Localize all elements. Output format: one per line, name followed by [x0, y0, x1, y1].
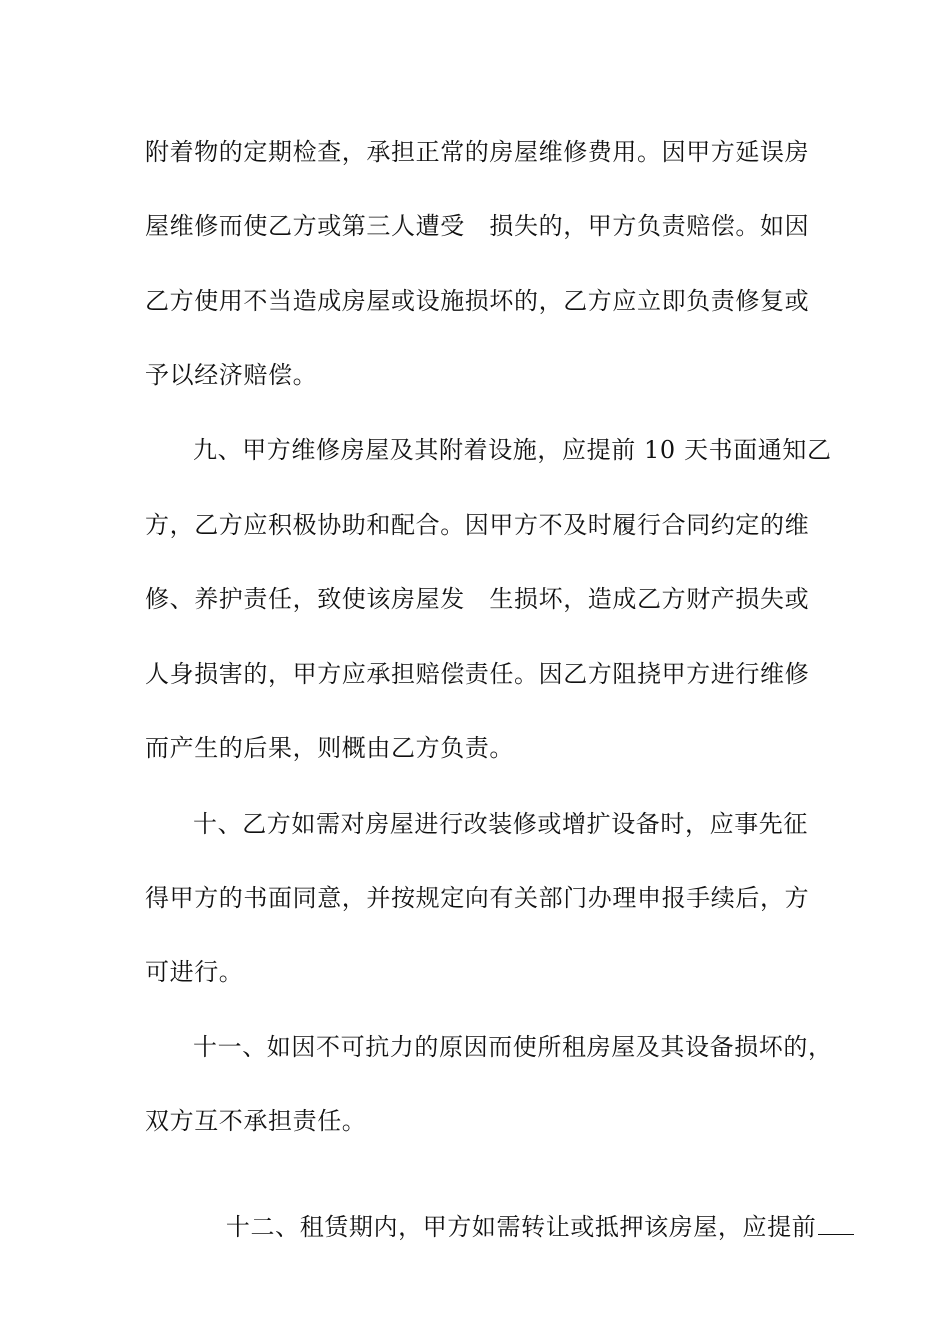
clause-12-text: 十二、租赁期内，甲方如需转让或抵押该房屋，应提前: [225, 1213, 817, 1241]
paragraph-line: 方，乙方应积极协助和配合。因甲方不及时履行合同约定的维: [145, 511, 810, 539]
paragraph-line: 得甲方的书面同意，并按规定向有关部门办理申报手续后，方: [145, 884, 810, 912]
paragraph-line: 屋维修而使乙方或第三人遭受 损失的，甲方负责赔偿。如因: [145, 212, 810, 240]
clause-12-line: [193, 1182, 873, 1272]
paragraph-line: 乙方使用不当造成房屋或设施损坏的，乙方应立即负责修复或: [145, 287, 810, 315]
clause-10-line: 十、乙方如需对房屋进行改装修或增扩设备时，应事先征: [193, 810, 808, 838]
paragraph-line: 双方互不承担责任。: [145, 1107, 367, 1135]
clause-9-line: 九、甲方维修房屋及其附着设施，应提前 10 天书面通知乙: [193, 436, 832, 464]
paragraph-line: 而产生的后果，则概由乙方负责。: [145, 734, 514, 762]
paragraph-line: 可进行。: [145, 958, 244, 986]
paragraph-line: 人身损害的，甲方应承担赔偿责任。因乙方阻挠甲方进行维修: [145, 660, 810, 688]
fill-in-blank: [818, 1212, 854, 1235]
paragraph-line: 附着物的定期检查，承担正常的房屋维修费用。因甲方延误房: [145, 138, 810, 166]
paragraph-line: 修、养护责任，致使该房屋发 生损坏，造成乙方财产损失或: [145, 585, 810, 613]
clause-11-line: 十一、如因不可抗力的原因而使所租房屋及其设备损坏的，: [193, 1033, 833, 1061]
paragraph-line: 予以经济赔偿。: [145, 361, 318, 389]
